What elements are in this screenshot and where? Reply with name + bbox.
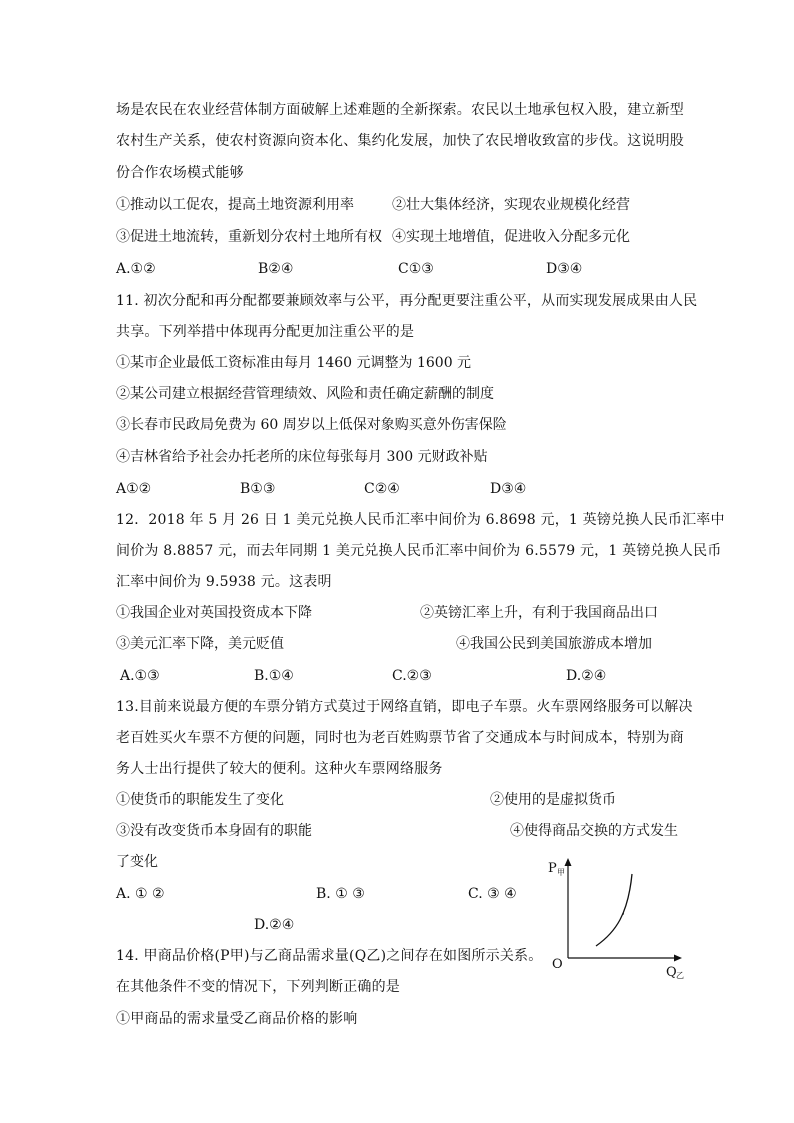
graph-y-arrow	[565, 858, 572, 866]
q12-option-4: ④我国公民到美国旅游成本增加	[456, 636, 652, 652]
q11-answer-a: A①②	[116, 481, 152, 497]
q10-answer-b: B②④	[258, 261, 294, 277]
graph-y-sub: 甲	[557, 868, 565, 877]
q11-stem-line-1: 11. 初次分配和再分配都要兼顾效率与公平，再分配更要注重公平，从而实现发展成果由人民	[116, 293, 698, 309]
q10-text-line-1: 场是农民在农业经营体制方面破解上述难题的全新探索。农民以土地承包权入股，建立新型	[116, 102, 684, 118]
q12-answer-d: D.②④	[566, 668, 607, 684]
graph-x-arrow	[674, 955, 682, 962]
q12-option-2: ②英镑汇率上升，有利于我国商品出口	[420, 605, 658, 621]
q14-option-1: ①甲商品的需求量受乙商品价格的影响	[116, 1011, 358, 1027]
graph-x-sub: 乙	[676, 971, 684, 980]
q10-option-3: ③促进土地流转，重新划分农村土地所有权	[116, 229, 382, 245]
q13-answer-c: C. ③ ④	[468, 886, 517, 902]
q11-answer-b: B①③	[240, 481, 276, 497]
q10-option-1: ①推动以工促农，提高土地资源利用率	[116, 197, 354, 213]
q12-stem-line-1: 12．2018 年 5 月 26 日 1 美元兑换人民币汇率中间价为 6.8698 元，1 英镑兑换人民币汇率中	[116, 512, 725, 528]
q13-option-4-continued: 了变化	[116, 854, 158, 870]
q11-option-2: ②某公司建立根据经营管理绩效、风险和责任确定薪酬的制度	[116, 386, 494, 402]
graph-origin-label: O	[552, 957, 563, 972]
q11-option-4: ④吉林省给予社会办托老所的床位每张每月 300 元财政补贴	[116, 449, 488, 465]
q12-answer-c: C.②③	[392, 668, 432, 684]
q13-answer-a: A. ① ②	[116, 886, 165, 902]
q13-stem-line-2: 老百姓买火车票不方便的问题，同时也为老百姓购票节省了交通成本与时间成本，特别为商	[116, 730, 684, 746]
q13-option-3: ③没有改变货币本身固有的职能	[116, 823, 312, 839]
q10-answer-c: C①③	[398, 261, 434, 277]
q13-option-2: ②使用的是虚拟货币	[490, 792, 616, 808]
q13-option-4: ④使得商品交换的方式发生	[510, 823, 678, 839]
q12-option-1: ①我国企业对英国投资成本下降	[116, 605, 312, 621]
graph-x-label: Q	[666, 965, 677, 980]
q11-option-1: ①某市企业最低工资标准由每月 1460 元调整为 1600 元	[116, 355, 472, 371]
q11-stem-line-2: 共享。下列举措中体现再分配更加注重公平的是	[116, 324, 415, 340]
q14-stem-line-2: 在其他条件不变的情况下，下列判断正确的是	[116, 979, 400, 995]
q10-text-line-3: 份合作农场模式能够	[116, 165, 244, 181]
q12-stem-line-3: 汇率中间价为 9.5938 元。这表明	[116, 574, 332, 590]
q13-answer-b: B. ① ③	[316, 886, 365, 902]
q10-answer-d: D③④	[546, 261, 583, 277]
q13-stem-line-3: 务人士出行提供了较大的便利。这种火车票网络服务	[116, 761, 443, 777]
q12-answer-a: A.①③	[120, 668, 160, 684]
q10-option-2: ②壮大集体经济，实现农业规模化经营	[392, 197, 630, 213]
q14-graph	[536, 854, 696, 984]
q11-option-3: ③长春市民政局免费为 60 周岁以上低保对象购买意外伤害保险	[116, 417, 507, 433]
q12-answer-b: B.①④	[254, 668, 294, 684]
q11-answer-d: D③④	[490, 481, 527, 497]
q12-stem-line-2: 间价为 8.8857 元，而去年同期 1 美元兑换人民币汇率中间价为 6.5579 元，1 英镑兑换人民币	[116, 543, 722, 559]
q10-answer-a: A.①②	[116, 261, 156, 277]
graph-curve	[596, 874, 632, 946]
q13-option-1: ①使货币的职能发生了变化	[116, 792, 284, 808]
q14-stem-line-1: 14. 甲商品价格(P甲)与乙商品需求量(Q乙)之间存在如图所示关系。	[116, 948, 543, 964]
q11-answer-c: C②④	[364, 481, 400, 497]
q10-text-line-2: 农村生产关系，使农村资源向资本化、集约化发展，加快了农民增收致富的步伐。这说明股	[116, 133, 684, 149]
q13-stem-line-1: 13.目前来说最方便的车票分销方式莫过于网络直销，即电子车票。火车票网络服务可以解决	[116, 699, 693, 715]
q12-option-3: ③美元汇率下降，美元贬值	[116, 636, 284, 652]
q13-answer-d: D.②④	[254, 917, 295, 933]
q10-option-4: ④实现土地增值，促进收入分配多元化	[392, 229, 630, 245]
graph-y-label: P	[548, 861, 557, 876]
